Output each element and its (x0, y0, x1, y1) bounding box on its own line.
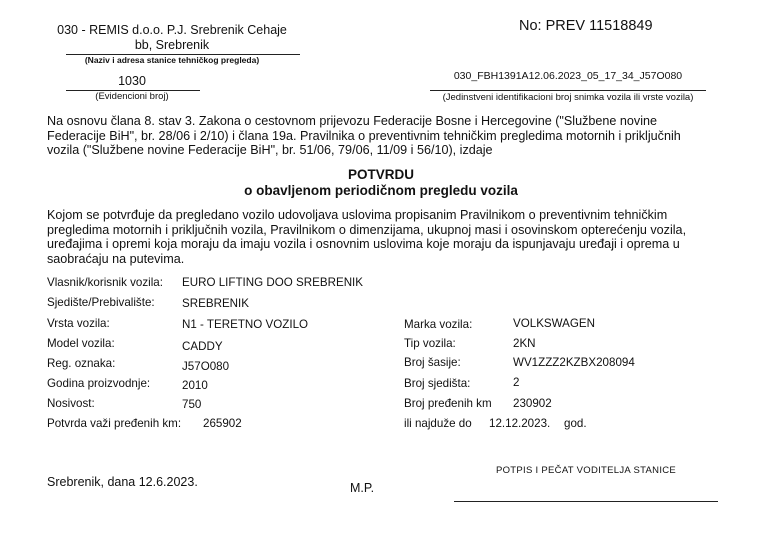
seat-label: Sjedište/Prebivalište: (47, 296, 155, 309)
tip-label: Tip vozila: (404, 337, 456, 350)
make-value: VOLKSWAGEN (513, 317, 596, 330)
signature-line (454, 501, 718, 502)
record-caption: (Evidencioni broj) (95, 91, 169, 102)
registration-value: J57O080 (182, 360, 230, 373)
place-date: Srebrenik, dana 12.6.2023. (47, 475, 198, 489)
vin-label: Broj šasije: (404, 356, 461, 369)
vehicle-type-label: Vrsta vozila: (47, 317, 110, 330)
record-number: 1030 (118, 74, 146, 88)
or-until-label: ili najduže do (404, 417, 472, 430)
station-caption: (Naziv i adresa stanice tehničkog pregleda) (84, 55, 260, 65)
snapshot-caption: (Jedinstveni identifikacioni broj snimka vozila ili vrste vozila) (442, 92, 694, 103)
snapshot-id: 030_FBH1391A12.06.2023_05_17_34_J57O080 (453, 70, 683, 82)
document-title: POTVRDU (347, 167, 414, 182)
year-value: 2010 (182, 379, 208, 392)
document-number: No: PREV 11518849 (519, 18, 653, 34)
body-paragraph: Kojom se potvrđuje da pregledano vozilo udovoljava uslovima propisanim Pravilnikom o preventivnim tehničkim pregledima motornih i priključnih vozila, Pravilnikom o dimenzijama, ukupnoj masi i osovinskom opterećenju vozila, uređajima i opremi koja moraju da imaju vozila i osnovnim uslovima koje moraju da ispunjavaju uređaji i oprema u saobraćaju na putevima. (47, 208, 687, 266)
model-value: CADDY (182, 340, 223, 353)
vin-value: WV1ZZZ2KZBX208094 (513, 356, 635, 369)
until-date-value: 12.12.2023. (489, 417, 551, 430)
document-subtitle: o obavljenom periodičnom pregledu vozila (244, 183, 518, 198)
seats-value: 2 (513, 376, 520, 389)
valid-km-label: Potvrda važi pređenih km: (47, 417, 182, 430)
intro-paragraph: Na osnovu člana 8. stav 3. Zakona o cestovnom prijevozu Federacije Bosne i Hercegovine ("Službene novine Federacije BiH", br. 28/06 i 2/10) i člana 19a. Pravilnika o preventivnim tehničkim pregledima motornih i priključnih vozila ("Službene novine Federacije BiH", br. 51/06, 79/06, 11/09 i 56/10), izdaje (47, 114, 681, 157)
stamp-mark: M.P. (350, 481, 375, 495)
signature-caption: POTPIS I PEČAT VODITELJA STANICE (495, 465, 677, 476)
station-name-line1: 030 - REMIS d.o.o. P.J. Srebrenik Cehaje (57, 23, 287, 37)
km-label: Broj pređenih km (404, 397, 492, 410)
owner-label: Vlasnik/korisnik vozila: (47, 276, 163, 289)
year-suffix: god. (564, 417, 587, 430)
load-capacity-value: 750 (182, 398, 202, 411)
seats-label: Broj sjedišta: (404, 377, 471, 390)
valid-km-value: 265902 (203, 417, 242, 430)
model-label: Model vozila: (47, 337, 115, 350)
divider-snapshot (430, 90, 706, 91)
vehicle-type-value: N1 - TERETNO VOZILO (182, 318, 309, 331)
registration-label: Reg. oznaka: (47, 357, 116, 370)
make-label: Marka vozila: (404, 318, 473, 331)
station-name-line2: bb, Srebrenik (134, 38, 210, 52)
km-value: 230902 (513, 397, 552, 410)
tip-value: 2KN (513, 337, 536, 350)
seat-value: SREBRENIK (182, 297, 250, 310)
load-capacity-label: Nosivost: (47, 397, 95, 410)
year-label: Godina proizvodnje: (47, 377, 151, 390)
owner-value: EURO LIFTING DOO SREBRENIK (182, 276, 364, 289)
